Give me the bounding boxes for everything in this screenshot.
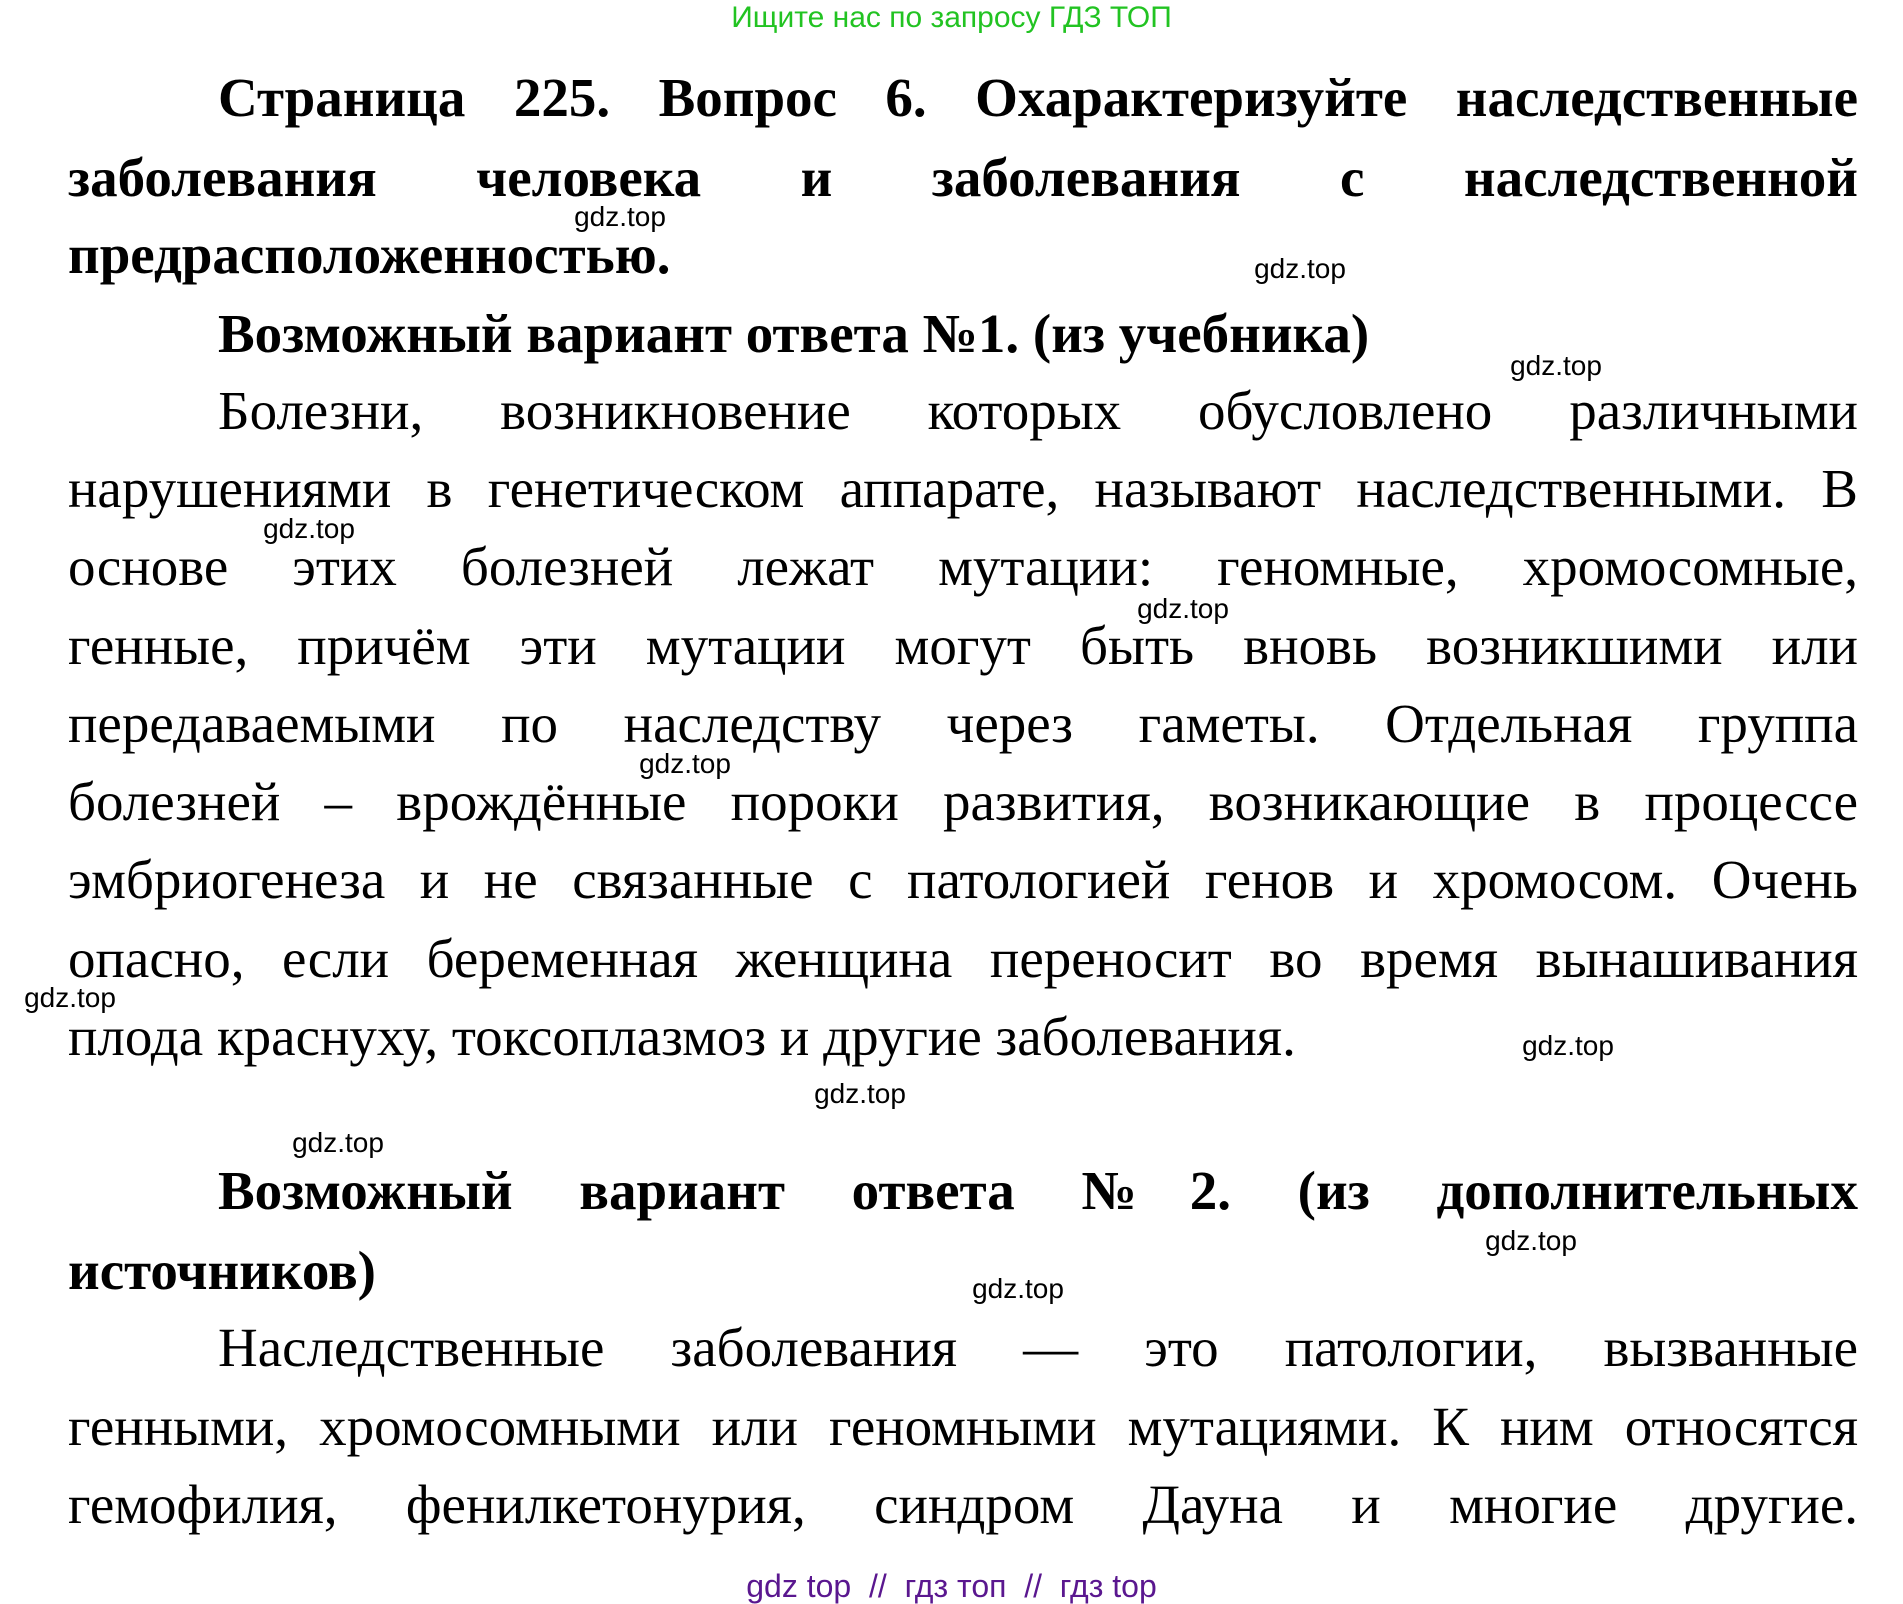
answer2-line: Наследственные заболевания — это патологии, вызванные [218, 1317, 1858, 1378]
watermark: gdz.top [1485, 1225, 1577, 1256]
watermark: gdz.top [972, 1273, 1064, 1304]
answer1-line: передаваемыми по наследству через гаметы. Отдельная группа [68, 693, 1858, 754]
answer1-line: нарушениями в генетическом аппарате, называют наследственными. В [68, 458, 1858, 519]
answer2-line: гемофилия, фенилкетонурия, синдром Дауна и многие другие. [68, 1474, 1858, 1535]
answer2-heading: Возможный вариант ответа №2. (из дополнительных [218, 1160, 1858, 1221]
watermark: gdz.top [574, 201, 666, 232]
watermark: gdz.top [639, 748, 731, 779]
answer2-heading: источников) [68, 1240, 376, 1301]
answer2-line: генными, хромосомными или геномными мутациями. К ним относятся [68, 1396, 1858, 1457]
watermark: gdz.top [292, 1127, 384, 1158]
question-line: заболевания человека и заболевания с наследственной [68, 147, 1858, 208]
answer1-line: плода краснуху, токсоплазмоз и другие заболевания. [68, 1006, 1296, 1067]
watermark: gdz.top [263, 513, 355, 544]
answer1-line: Болезни, возникновение которых обусловлено различными [218, 380, 1858, 441]
answer1-line: болезней – врождённые пороки развития, возникающие в процессе [68, 771, 1858, 832]
watermark: gdz.top [814, 1078, 906, 1109]
question-line: Страница 225. Вопрос 6. Охарактеризуйте наследственные [218, 67, 1858, 128]
answer1-line: эмбриогенеза и не связанные с патологией генов и хромосом. Очень [68, 849, 1858, 910]
watermark: gdz.top [1522, 1030, 1614, 1061]
question-line: предрасположенностью. [68, 224, 671, 285]
answer1-line: основе этих болезней лежат мутации: геномные, хромосомные, [68, 536, 1858, 597]
answer1-heading: Возможный вариант ответа №1. (из учебника) [218, 303, 1370, 364]
watermark: gdz.top [1254, 253, 1346, 284]
top-banner: Ищите нас по запросу ГДЗ ТОП [731, 1, 1172, 34]
answer1-line: генные, причём эти мутации могут быть вновь возникшими или [68, 615, 1858, 676]
watermark: gdz.top [1137, 593, 1229, 624]
watermark: gdz.top [1510, 350, 1602, 381]
bottom-banner: gdz top // гдз топ // гдз top [746, 1568, 1157, 1604]
watermark: gdz.top [24, 982, 116, 1013]
answer1-line: опасно, если беременная женщина переносит во время вынашивания [68, 928, 1858, 989]
